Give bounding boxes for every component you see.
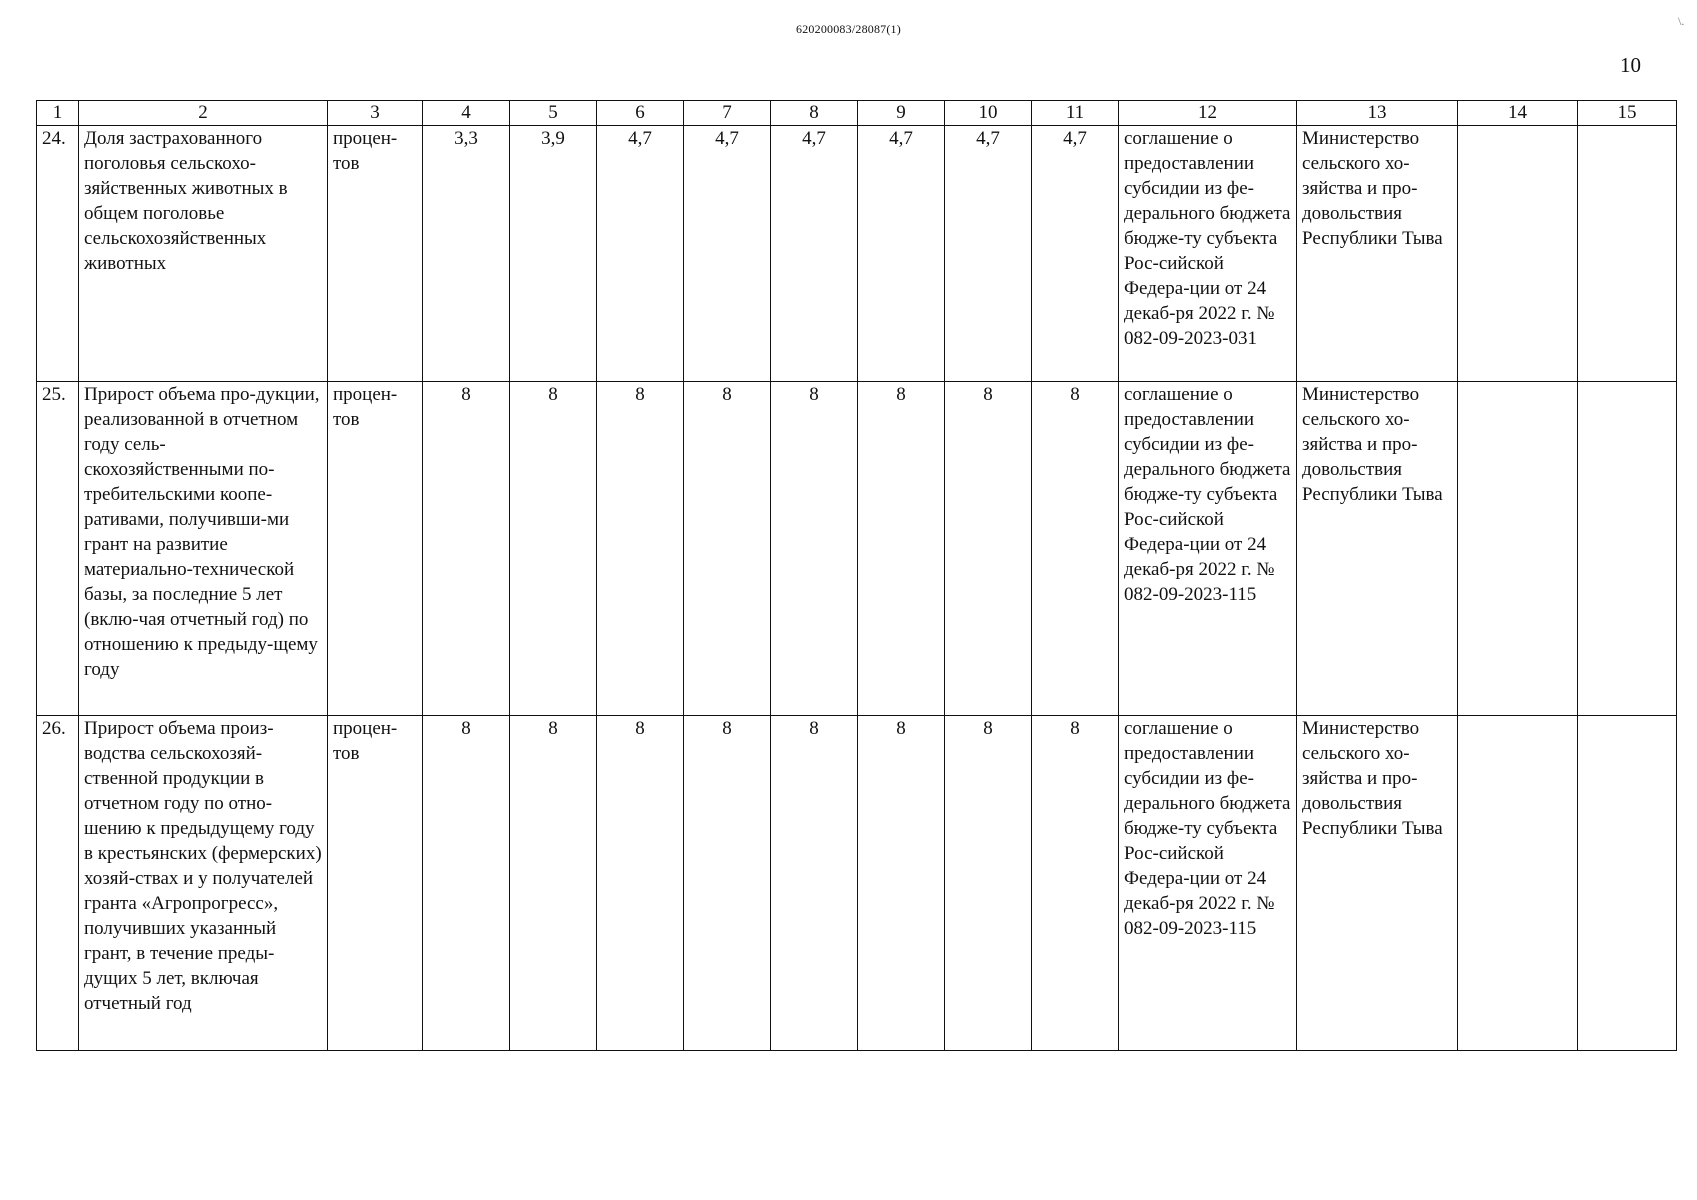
- value-cell: 3,3: [423, 126, 510, 382]
- column-header: 5: [510, 101, 597, 126]
- column-header: 13: [1297, 101, 1458, 126]
- value-cell: 4,7: [684, 126, 771, 382]
- value-cell: 4,7: [597, 126, 684, 382]
- empty-cell: [1458, 716, 1578, 1051]
- column-header: 7: [684, 101, 771, 126]
- indicators-table: [36, 100, 1677, 1051]
- corner-mark: \.: [1678, 14, 1685, 28]
- value-cell: 8: [684, 716, 771, 1051]
- value-cell: 4,7: [945, 126, 1032, 382]
- value-cell: 8: [945, 382, 1032, 716]
- value-cell: 8: [1032, 716, 1119, 1051]
- value-cell: 8: [1032, 382, 1119, 716]
- empty-cell: [1578, 126, 1677, 382]
- responsible-cell: Министерство сельского хо-зяйства и про-довольствия Республики Тыва: [1297, 126, 1458, 382]
- row-index: 24.: [37, 126, 79, 382]
- column-header: 15: [1578, 101, 1677, 126]
- value-cell: 8: [945, 716, 1032, 1051]
- value-cell: 8: [771, 382, 858, 716]
- value-cell: 8: [510, 716, 597, 1051]
- column-header: 1: [37, 101, 79, 126]
- value-cell: 8: [858, 382, 945, 716]
- responsible-cell: Министерство сельского хо-зяйства и про-довольствия Республики Тыва: [1297, 382, 1458, 716]
- empty-cell: [1578, 716, 1677, 1051]
- indicator-name: Прирост объема произ-водства сельскохозяй-ственной продукции в отчетном году по отно-шению к предыдущему году в крестьянских (фермерских) хозяй-ствах и у получателей гранта «Агропрогресс», получивших указанный грант, в течение преды-дущих 5 лет, включая отчетный год: [79, 716, 328, 1051]
- value-cell: 8: [423, 382, 510, 716]
- column-header: 14: [1458, 101, 1578, 126]
- value-cell: 8: [597, 716, 684, 1051]
- table-header-row: [37, 101, 1677, 126]
- column-header: 12: [1119, 101, 1297, 126]
- table-row: [37, 382, 1677, 716]
- column-header: 11: [1032, 101, 1119, 126]
- value-cell: 8: [597, 382, 684, 716]
- column-header: 8: [771, 101, 858, 126]
- unit-cell: процен-тов: [328, 716, 423, 1051]
- basis-cell: соглашение о предоставлении субсидии из фе-дерального бюджета бюдже-ту субъекта Рос-сийской Федера-ции от 24 декаб-ря 2022 г. № 082-09-2023-115: [1119, 716, 1297, 1051]
- column-header: 6: [597, 101, 684, 126]
- table-row: [37, 126, 1677, 382]
- unit-cell: процен-тов: [328, 382, 423, 716]
- empty-cell: [1458, 382, 1578, 716]
- empty-cell: [1458, 126, 1578, 382]
- table-row: [37, 716, 1677, 1051]
- value-cell: 8: [684, 382, 771, 716]
- basis-cell: соглашение о предоставлении субсидии из фе-дерального бюджета бюдже-ту субъекта Рос-сийской Федера-ции от 24 декаб-ря 2022 г. № 082-09-2023-115: [1119, 382, 1297, 716]
- row-index: 25.: [37, 382, 79, 716]
- value-cell: 4,7: [858, 126, 945, 382]
- value-cell: 8: [858, 716, 945, 1051]
- value-cell: 4,7: [771, 126, 858, 382]
- basis-cell: соглашение о предоставлении субсидии из фе-дерального бюджета бюдже-ту субъекта Рос-сийской Федера-ции от 24 декаб-ря 2022 г. № 082-09-2023-031: [1119, 126, 1297, 382]
- column-header: 2: [79, 101, 328, 126]
- row-index: 26.: [37, 716, 79, 1051]
- indicator-name: Прирост объема про-дукции, реализованной в отчетном году сель-скохозяйственными по-требительскими коопе-ративами, получивши-ми грант на развитие материально-технической базы, за последние 5 лет (вклю-чая отчетный год) по отношению к предыду-щему году: [79, 382, 328, 716]
- value-cell: 8: [423, 716, 510, 1051]
- document-code: 620200083/28087(1): [796, 22, 901, 36]
- column-header: 10: [945, 101, 1032, 126]
- value-cell: 4,7: [1032, 126, 1119, 382]
- value-cell: 3,9: [510, 126, 597, 382]
- empty-cell: [1578, 382, 1677, 716]
- value-cell: 8: [510, 382, 597, 716]
- value-cell: 8: [771, 716, 858, 1051]
- indicator-name: Доля застрахованного поголовья сельскохо-зяйственных животных в общем поголовье сельскохозяйственных животных: [79, 126, 328, 382]
- column-header: 3: [328, 101, 423, 126]
- column-header: 9: [858, 101, 945, 126]
- unit-cell: процен-тов: [328, 126, 423, 382]
- page-number: 10: [1620, 53, 1641, 77]
- responsible-cell: Министерство сельского хо-зяйства и про-довольствия Республики Тыва: [1297, 716, 1458, 1051]
- column-header: 4: [423, 101, 510, 126]
